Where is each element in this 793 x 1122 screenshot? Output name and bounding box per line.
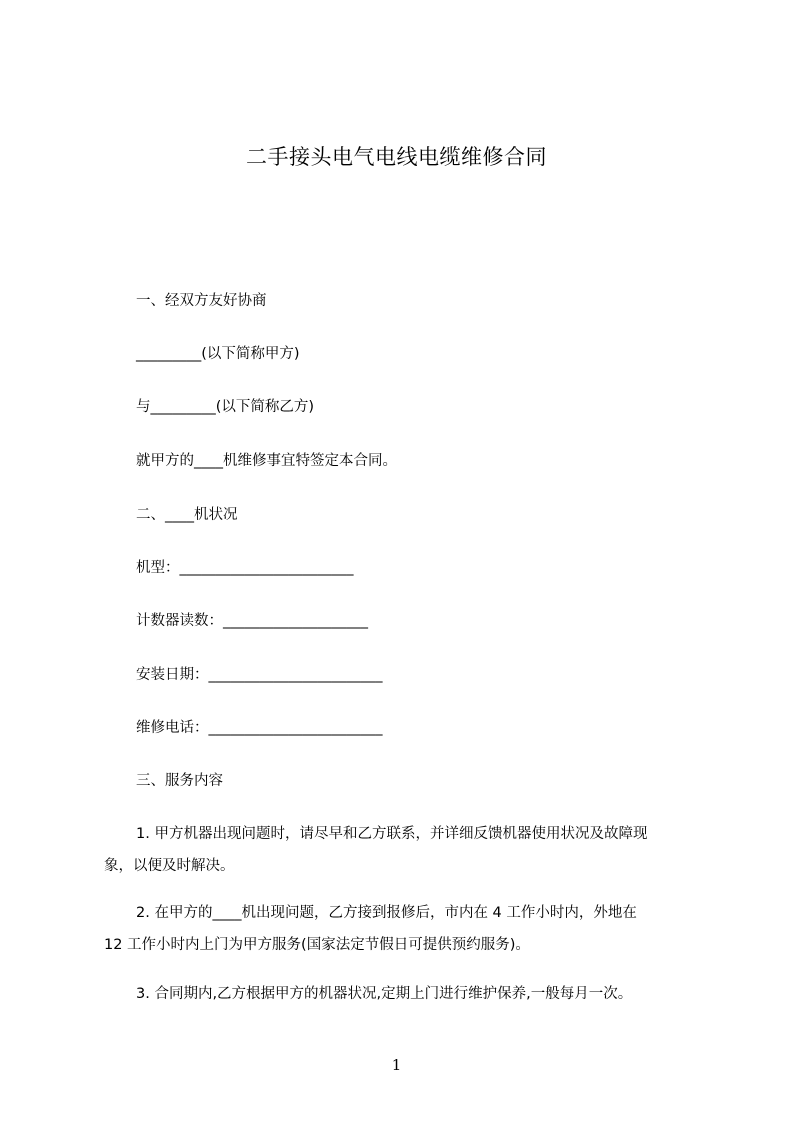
party-b-line: 与_________(以下简称乙方): [136, 399, 315, 415]
service-item-3: [104, 978, 704, 1010]
service-item-2-line1: 2. 在甲方的____机出现问题，乙方接到报修后，市内在 4 工作小时内，外地在: [136, 905, 637, 921]
section1-heading: 一、经双方友好协商: [136, 293, 267, 309]
model-field-line: 机型：________________________: [136, 560, 354, 576]
service-item-3-line1: 3. 合同期内,乙方根据甲方的机器状况,定期上门进行维护保养,一般每月一次。: [136, 986, 633, 1002]
agreement-line: 就甲方的____机维修事宜特签定本合同。: [136, 453, 397, 469]
party-a-line: _________(以下简称甲方): [136, 346, 300, 362]
service-item-1-line1: 1. 甲方机器出现问题时，请尽早和乙方联系，并详细反馈机器使用状况及故障现: [136, 826, 648, 842]
section2-heading: 二、____机状况: [136, 507, 238, 523]
repair-phone-line: 维修电话：________________________: [136, 720, 383, 736]
service-item-2: [104, 897, 704, 961]
section3-heading: 三、服务内容: [136, 773, 223, 789]
service-item-2-line2: 12 工作小时内上门为甲方服务(国家法定节假日可提供预约服务)。: [104, 937, 530, 953]
page-number: 1: [391, 1056, 402, 1074]
install-date-line: 安装日期：________________________: [136, 667, 383, 683]
service-item-1: [104, 818, 704, 882]
service-item-1-line2: 象，以便及时解决。: [104, 858, 235, 874]
document-title: 二手接头电气电线电缆维修合同: [246, 145, 547, 169]
counter-reading-line: 计数器读数：____________________: [136, 613, 368, 629]
